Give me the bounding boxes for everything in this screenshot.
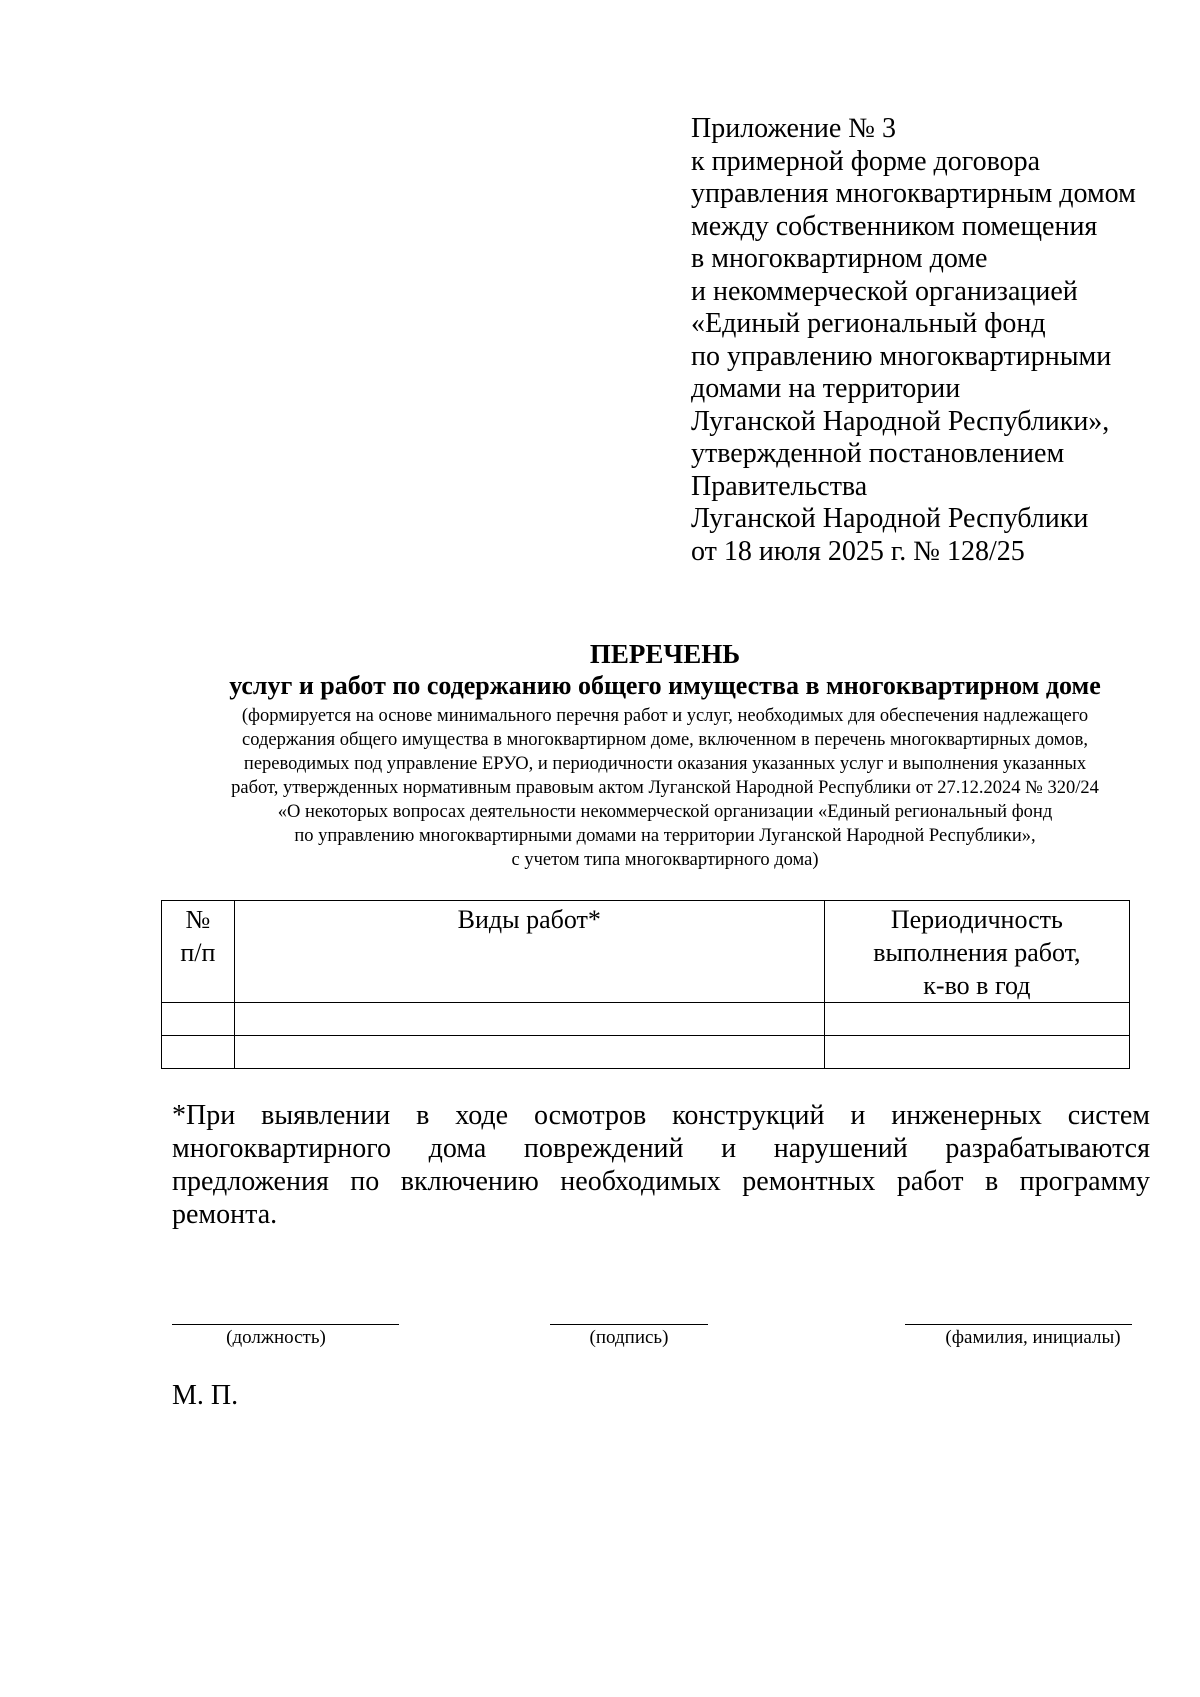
appendix-line: управления многоквартирным домом <box>691 178 1136 209</box>
note-line: по управлению многоквартирными домами на территории Луганской Народной Республики», <box>294 826 1036 846</box>
table-row <box>162 1003 1130 1036</box>
stamp-placeholder: М. П. <box>172 1380 239 1411</box>
appendix-line: Луганской Народной Республики <box>691 503 1089 534</box>
note-line: «О некоторых вопросах деятельности некоммерческой организации «Единый региональный фонд <box>277 802 1053 822</box>
appendix-line: домами на территории <box>691 373 961 404</box>
table-cell <box>234 1003 824 1036</box>
name-label: (фамилия, инициалы) <box>945 1327 1121 1348</box>
table-cell <box>824 1003 1129 1036</box>
appendix-block <box>691 113 1171 568</box>
appendix-line: между собственником помещения <box>691 210 1098 242</box>
appendix-line: в многоквартирном доме <box>691 243 988 274</box>
table-cell <box>162 1003 235 1036</box>
name-signature-line <box>905 1324 1132 1325</box>
signature-label: (подпись) <box>589 1327 669 1348</box>
appendix-line: «Единый региональный фонд <box>691 308 1046 339</box>
position-label: (должность) <box>226 1327 326 1348</box>
position-signature-line <box>172 1324 399 1325</box>
appendix-line: по управлению многоквартирными <box>691 340 1112 372</box>
appendix-line: Правительства <box>691 470 868 502</box>
table-row <box>162 1036 1130 1069</box>
footnote: *При выявлении в ходе осмотров конструкций и инженерных систем многоквартирного дома повреждений и нарушений разрабатываются предложения по включению необходимых ремонтных работ в программу ремонта. <box>172 1100 1150 1230</box>
table-cell <box>234 1036 824 1069</box>
header-number-line: п/п <box>180 938 216 967</box>
header-period-line: выполнения работ, <box>873 938 1081 967</box>
note-line: с учетом типа многоквартирного дома) <box>511 850 819 870</box>
appendix-line: Приложение № 3 <box>691 113 896 144</box>
note-line: содержания общего имущества в многоквартирном доме, включенном в перечень многоквартирных домов, <box>242 730 1088 750</box>
column-header-kind: Виды работ* <box>234 901 824 1003</box>
note-line: работ, утвержденных нормативным правовым актом Луганской Народной Республики от 27.12.2024 № 320/24 <box>231 778 1099 798</box>
column-header-period <box>824 901 1129 1003</box>
table-cell <box>824 1036 1129 1069</box>
document-title: ПЕРЕЧЕНЬ <box>589 639 741 669</box>
column-header-number <box>162 901 235 1003</box>
document-subtitle: услуг и работ по содержанию общего имущества в многоквартирном доме <box>229 671 1101 700</box>
signature-line <box>550 1324 708 1325</box>
appendix-line: утвержденной постановлением <box>691 438 1065 469</box>
appendix-line: к примерной форме договора <box>691 145 1041 177</box>
table-cell <box>162 1036 235 1069</box>
header-period-line: к-во в год <box>923 971 1031 1000</box>
note-line: (формируется на основе минимального перечня работ и услуг, необходимых для обеспечения надлежащего <box>241 706 1089 726</box>
appendix-line: и некоммерческой организацией <box>691 275 1078 307</box>
formation-note <box>170 704 1160 872</box>
works-table <box>161 900 1130 1069</box>
header-period-line: Периодичность <box>890 905 1063 934</box>
table-header-row <box>162 901 1130 1003</box>
note-line: переводимых под управление ЕРУО, и периодичности оказания указанных услуг и выполнения указанных <box>243 754 1087 774</box>
appendix-line: от 18 июля 2025 г. № 128/25 <box>691 535 1025 567</box>
appendix-line: Луганской Народной Республики», <box>691 405 1110 437</box>
header-number-line: № <box>185 905 211 934</box>
